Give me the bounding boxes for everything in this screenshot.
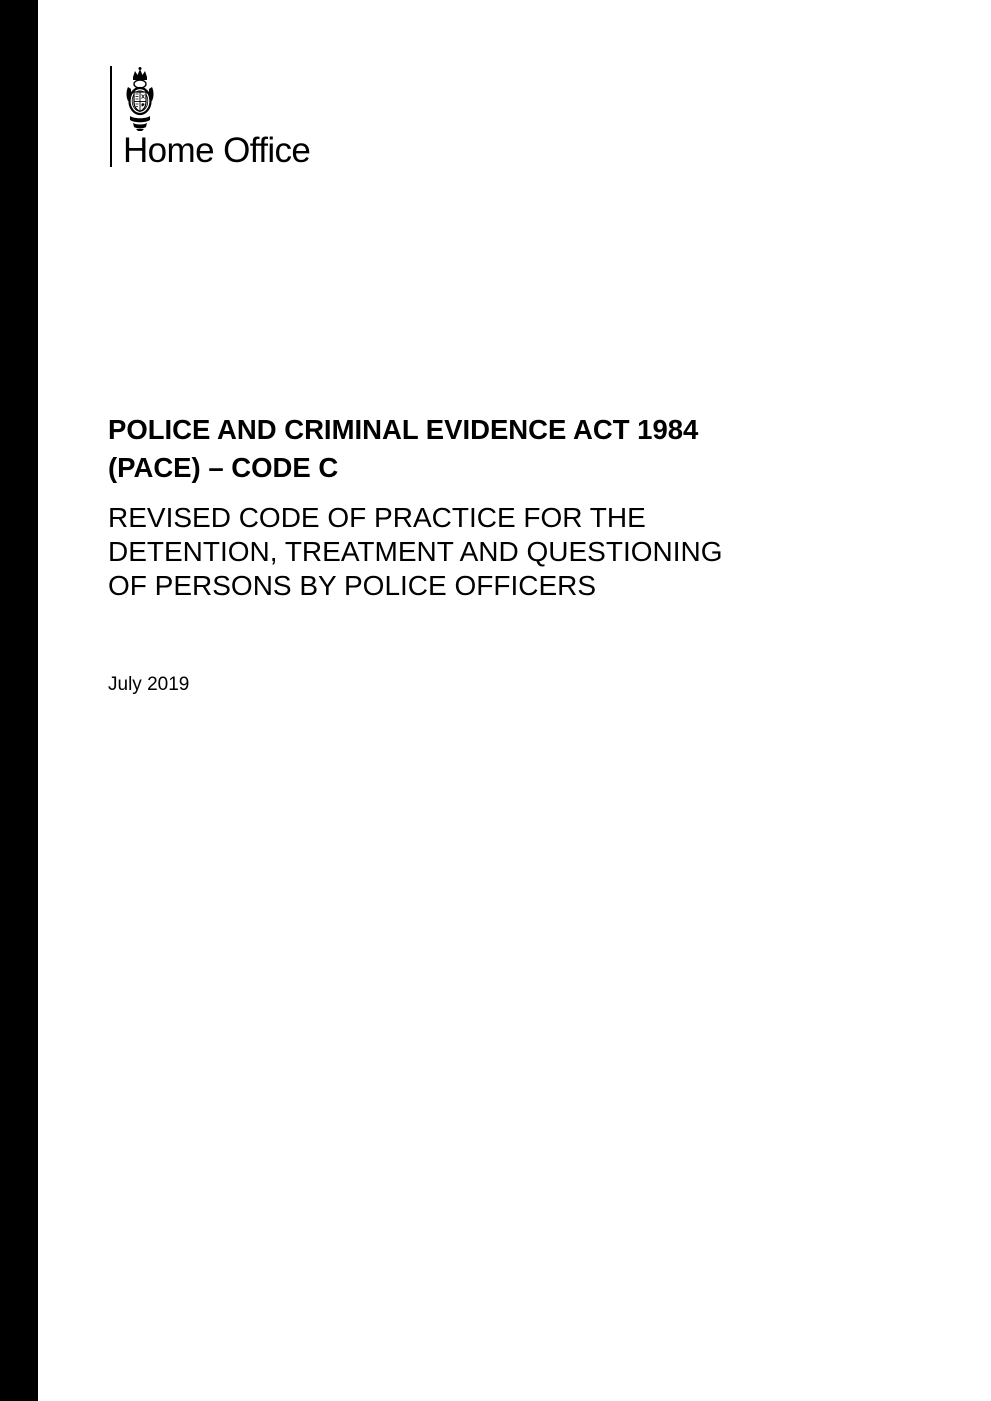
subtitle-line-3: OF PERSONS BY POLICE OFFICERS [108,570,597,601]
home-office-logo [110,66,350,170]
organisation-name: Home Office [123,131,311,170]
document-title [108,411,868,487]
publication-date: July 2019 [108,674,190,695]
logo-divider-rule [110,66,112,167]
document-subtitle [108,501,898,603]
subtitle-line-2: DETENTION, TREATMENT AND QUESTIONING [108,536,723,567]
title-line-2: (PACE) – CODE C [108,452,339,483]
royal-crest-icon [124,67,156,131]
title-line-1: POLICE AND CRIMINAL EVIDENCE ACT 1984 [108,414,699,445]
left-edge-band [0,0,38,1401]
subtitle-line-1: REVISED CODE OF PRACTICE FOR THE [108,502,646,533]
